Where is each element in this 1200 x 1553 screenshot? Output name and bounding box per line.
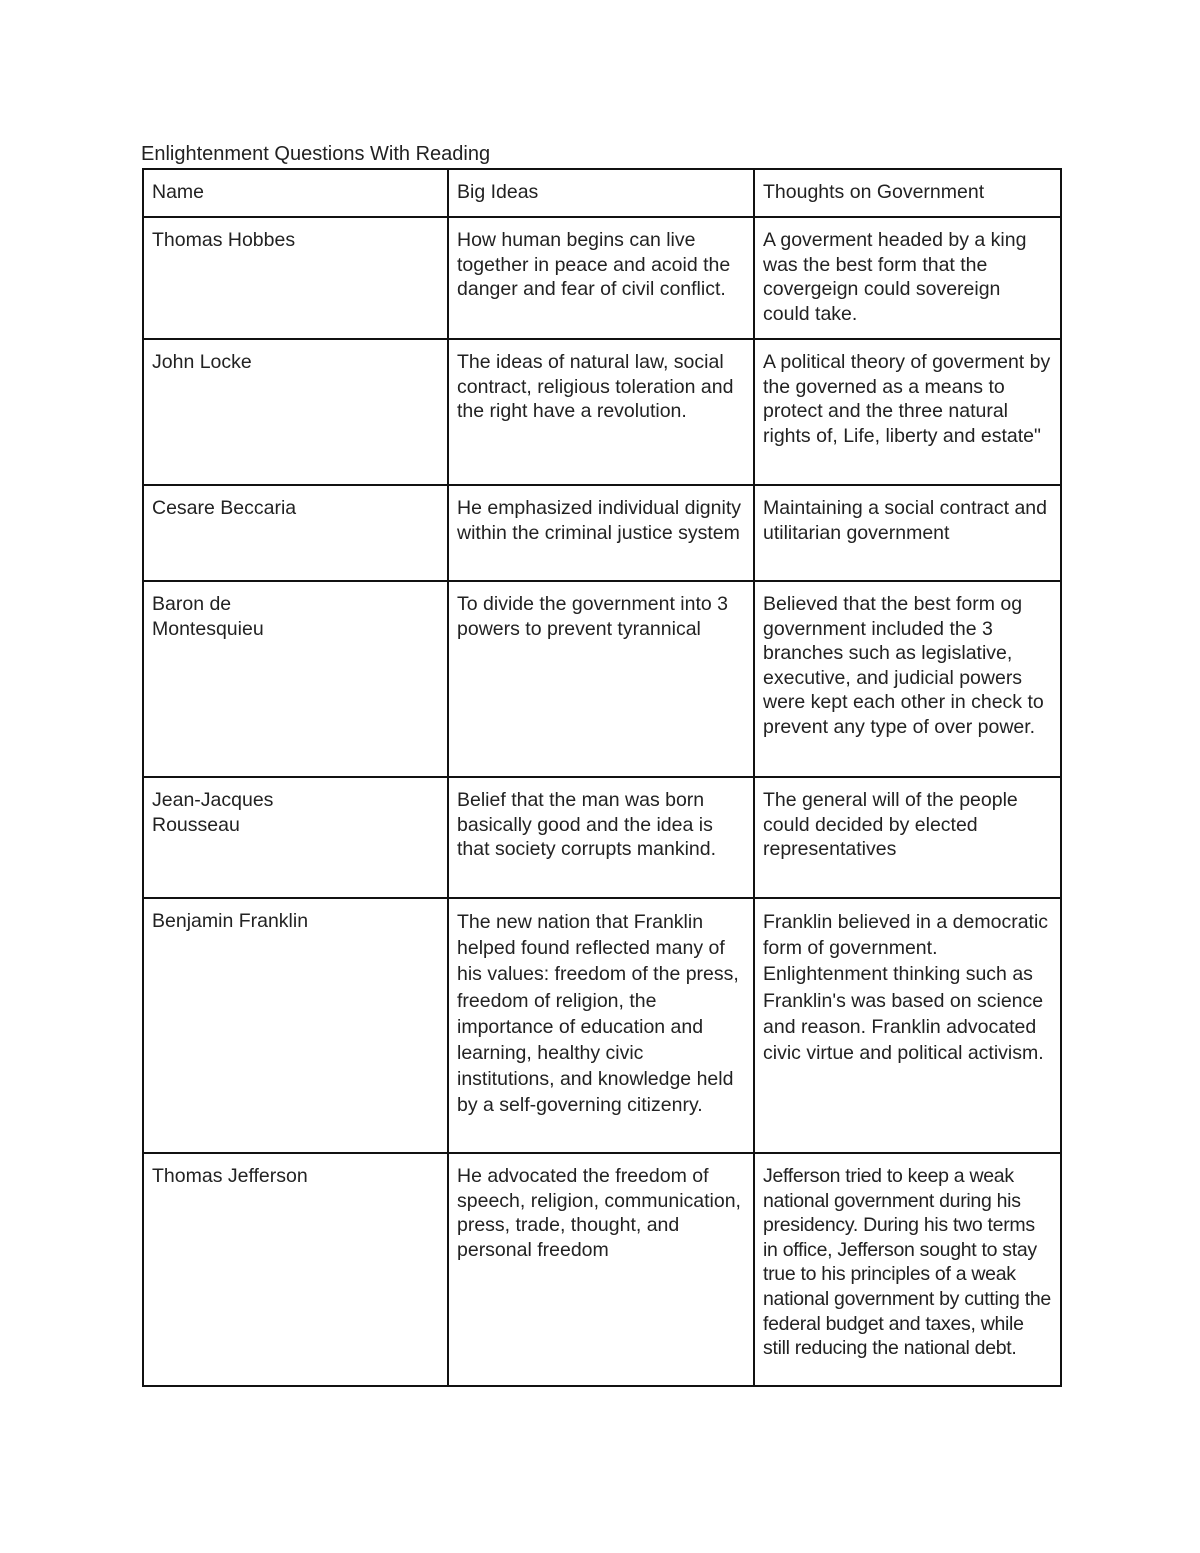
name-line: Thomas Hobbes	[152, 229, 296, 251]
cell-name	[143, 898, 448, 1153]
cell-name	[143, 485, 448, 581]
cell-name	[143, 581, 448, 777]
name-line: Thomas Jefferson	[152, 1165, 308, 1187]
table-row	[143, 485, 1061, 581]
table-row	[143, 1153, 1061, 1386]
table-row	[143, 777, 1061, 898]
cell-government: A goverment headed by a king was the best form that the covergeign could sovereign could take.	[754, 217, 1061, 339]
document-title: Enlightenment Questions With Reading	[141, 143, 491, 165]
table-row	[143, 217, 1061, 339]
cell-big-ideas: The ideas of natural law, social contract, religious toleration and the right have a revolution.	[448, 339, 754, 485]
cell-name	[143, 1153, 448, 1386]
cell-big-ideas: He emphasized individual dignity within the criminal justice system	[448, 485, 754, 581]
cell-big-ideas: To divide the government into 3 powers to prevent tyrannical	[448, 581, 754, 777]
name-line: John Locke	[152, 351, 252, 373]
cell-big-ideas: The new nation that Franklin helped found reflected many of his values: freedom of the press, freedom of religion, the importance of education and learning, healthy civic institutions, and knowledge held by a self-governing citizenry.	[448, 898, 754, 1153]
name-line: Rousseau	[152, 813, 240, 836]
table-row	[143, 581, 1061, 777]
cell-government: Maintaining a social contract and utilitarian government	[754, 485, 1061, 581]
table-row	[143, 339, 1061, 485]
name-line: Montesquieu	[152, 617, 264, 640]
cell-name	[143, 339, 448, 485]
cell-name	[143, 777, 448, 898]
header-thoughts-on-government: Thoughts on Government	[754, 169, 1061, 217]
cell-government: Believed that the best form og government included the 3 branches such as legislative, executive, and judicial powers were kept each other in check to prevent any type of over power.	[754, 581, 1061, 777]
name-line: Jean-Jacques	[152, 789, 274, 811]
cell-name	[143, 217, 448, 339]
enlightenment-table	[142, 168, 1062, 1387]
table-header-row	[143, 169, 1061, 217]
cell-government: A political theory of goverment by the governed as a means to protect and the three natural rights of, Life, liberty and estate"	[754, 339, 1061, 485]
cell-government: The general will of the people could decided by elected representatives	[754, 777, 1061, 898]
cell-big-ideas: Belief that the man was born basically good and the idea is that society corrupts mankind.	[448, 777, 754, 898]
header-big-ideas: Big Ideas	[448, 169, 754, 217]
cell-government: Franklin believed in a democratic form of government. Enlightenment thinking such as Franklin's was based on science and reason. Franklin advocated civic virtue and political activism.	[754, 898, 1061, 1153]
cell-government: Jefferson tried to keep a weak national government during his presidency. During his two terms in office, Jefferson sought to stay true to his principles of a weak national government by cutting the federal budget and taxes, while still reducing the national debt.	[754, 1153, 1061, 1386]
table-row	[143, 898, 1061, 1153]
header-name: Name	[143, 169, 448, 217]
cell-big-ideas: He advocated the freedom of speech, religion, communication, press, trade, thought, and personal freedom	[448, 1153, 754, 1386]
name-line: Baron de	[152, 593, 232, 615]
name-line: Cesare Beccaria	[152, 497, 297, 519]
cell-big-ideas: How human begins can live together in peace and acoid the danger and fear of civil conflict.	[448, 217, 754, 339]
name-line: Benjamin Franklin	[152, 910, 309, 932]
